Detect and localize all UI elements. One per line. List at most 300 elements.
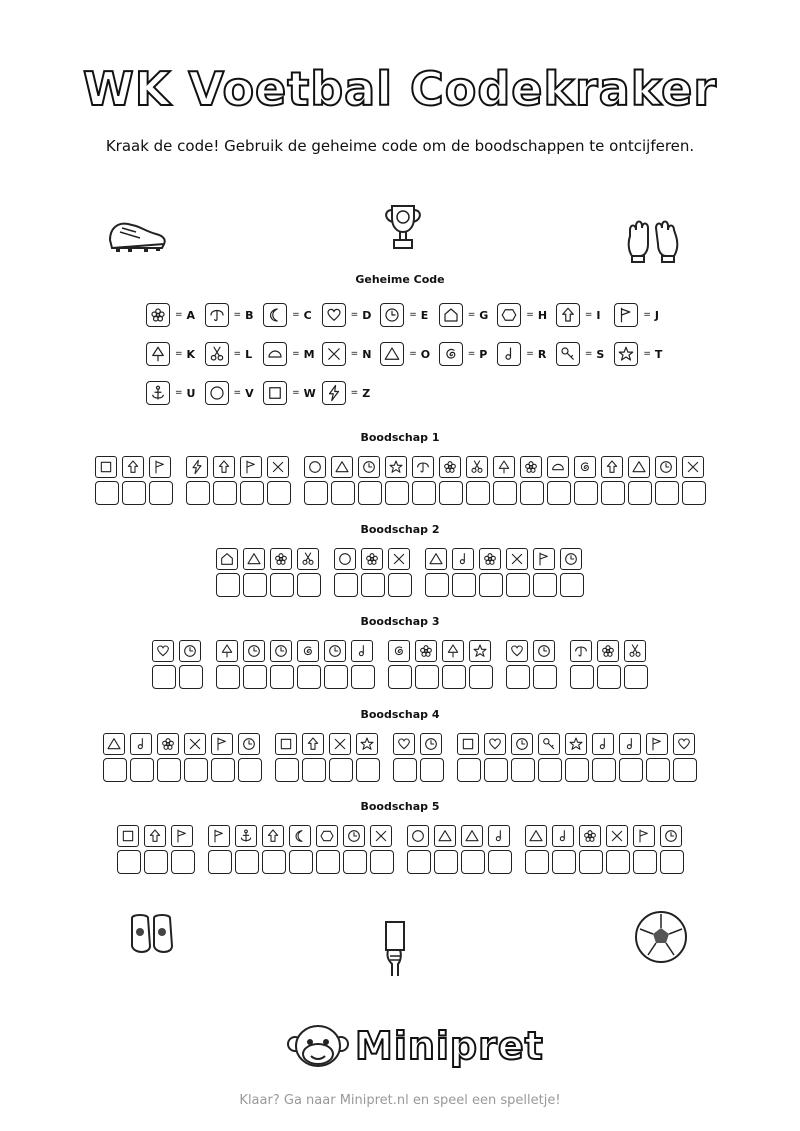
message-word	[216, 640, 375, 689]
answer-box[interactable]	[385, 481, 409, 505]
answer-box[interactable]	[660, 850, 684, 874]
answer-box[interactable]	[673, 758, 697, 782]
key-item	[614, 342, 669, 366]
answer-box[interactable]	[149, 481, 173, 505]
flower-icon	[157, 733, 179, 755]
answer-box[interactable]	[624, 665, 648, 689]
answer-box[interactable]	[304, 481, 328, 505]
clock-icon	[560, 548, 582, 570]
key-letter: W	[303, 386, 316, 400]
answer-box[interactable]	[361, 573, 385, 597]
answer-box[interactable]	[267, 481, 291, 505]
arrow-icon	[302, 733, 324, 755]
football-boot-icon	[106, 216, 168, 256]
star-icon	[356, 733, 378, 755]
clock-icon	[655, 456, 677, 478]
flag-icon	[171, 825, 193, 847]
equals-sign: =	[233, 388, 242, 398]
equals-sign: =	[467, 310, 476, 320]
key-item	[556, 342, 611, 366]
cross-icon	[184, 733, 206, 755]
equals-sign: =	[233, 349, 242, 359]
answer-box[interactable]	[329, 758, 353, 782]
football-icon	[634, 910, 688, 964]
clock-icon	[238, 733, 260, 755]
heart-icon	[484, 733, 506, 755]
equals-sign: =	[292, 310, 300, 320]
intro-text: Kraak de code! Gebruik de geheime code om de boodschappen te ontcijferen.	[105, 137, 695, 155]
arrow-icon	[144, 825, 166, 847]
key-item	[146, 381, 201, 405]
umbrella-icon	[412, 456, 434, 478]
message-label: Boodschap 2	[360, 523, 440, 536]
answer-box[interactable]	[356, 758, 380, 782]
message-row	[216, 548, 584, 597]
triangle-icon	[525, 825, 547, 847]
key-icon	[556, 342, 580, 366]
message-word	[216, 548, 321, 597]
key-item	[380, 342, 435, 366]
spiral-icon	[439, 342, 463, 366]
circle-icon	[205, 381, 229, 405]
hexagon-icon	[497, 303, 521, 327]
answer-box[interactable]	[682, 481, 706, 505]
message-word	[407, 825, 512, 874]
flower-icon	[579, 825, 601, 847]
key-icon	[538, 733, 560, 755]
message-word	[388, 640, 493, 689]
key-letter: V	[245, 386, 254, 400]
message-word	[570, 640, 648, 689]
key-letter: B	[245, 308, 254, 322]
answer-box[interactable]	[461, 850, 485, 874]
square-icon	[263, 381, 287, 405]
answer-box[interactable]	[565, 758, 589, 782]
clock-icon	[324, 640, 346, 662]
heart-icon	[393, 733, 415, 755]
answer-box[interactable]	[334, 573, 358, 597]
answer-box[interactable]	[547, 481, 571, 505]
key-item	[205, 342, 260, 366]
key-row	[146, 381, 380, 405]
equals-sign: =	[350, 388, 359, 398]
answer-box[interactable]	[289, 850, 313, 874]
answer-box[interactable]	[493, 481, 517, 505]
scissors-icon	[297, 548, 319, 570]
answer-box[interactable]	[297, 573, 321, 597]
tree-icon	[216, 640, 238, 662]
key-item	[146, 303, 201, 327]
spiral-icon	[388, 640, 410, 662]
answer-box[interactable]	[238, 758, 262, 782]
answer-box[interactable]	[316, 850, 340, 874]
answer-box[interactable]	[533, 665, 557, 689]
answer-box[interactable]	[570, 665, 594, 689]
clock-icon	[533, 640, 555, 662]
square-icon	[457, 733, 479, 755]
answer-box[interactable]	[297, 665, 321, 689]
triangle-icon	[380, 342, 404, 366]
flower-icon	[270, 548, 292, 570]
answer-box[interactable]	[331, 481, 355, 505]
message-row	[117, 825, 684, 874]
message-label: Boodschap 1	[360, 431, 440, 444]
monkey-icon	[287, 1020, 349, 1072]
answer-box[interactable]	[552, 850, 576, 874]
answer-box[interactable]	[184, 758, 208, 782]
equals-sign: =	[175, 310, 183, 320]
answer-box[interactable]	[601, 481, 625, 505]
equals-sign: =	[175, 349, 183, 359]
message-word	[425, 548, 584, 597]
flag-icon	[211, 733, 233, 755]
equals-sign: =	[350, 310, 359, 320]
note-icon	[619, 733, 641, 755]
key-letter: K	[186, 347, 196, 361]
goalkeeper-gloves-icon	[624, 216, 682, 266]
flower-icon	[415, 640, 437, 662]
heart-icon	[322, 303, 346, 327]
equals-sign: =	[292, 388, 300, 398]
spiral-icon	[574, 456, 596, 478]
answer-box[interactable]	[597, 665, 621, 689]
message-word	[334, 548, 412, 597]
answer-box[interactable]	[442, 665, 466, 689]
key-item	[263, 381, 318, 405]
tree-icon	[493, 456, 515, 478]
arrow-icon	[601, 456, 623, 478]
answer-box[interactable]	[520, 481, 544, 505]
cross-icon	[267, 456, 289, 478]
answer-box[interactable]	[412, 481, 436, 505]
answer-box[interactable]	[157, 758, 181, 782]
answer-box[interactable]	[95, 481, 119, 505]
answer-box[interactable]	[262, 850, 286, 874]
square-icon	[117, 825, 139, 847]
equals-sign: =	[526, 349, 534, 359]
flag-icon	[646, 733, 668, 755]
key-letter: L	[245, 347, 253, 361]
flag-icon	[240, 456, 262, 478]
flower-icon	[439, 456, 461, 478]
answer-box[interactable]	[655, 481, 679, 505]
clock-icon	[358, 456, 380, 478]
answer-box[interactable]	[216, 665, 240, 689]
answer-box[interactable]	[388, 665, 412, 689]
footer-text: Klaar? Ga naar Minipret.nl en speel een spelletje!	[239, 1093, 561, 1108]
key-letter: J	[654, 308, 660, 322]
answer-box[interactable]	[216, 573, 240, 597]
key-item	[146, 342, 201, 366]
answer-box[interactable]	[415, 665, 439, 689]
square-icon	[95, 456, 117, 478]
key-item	[497, 342, 552, 366]
answer-box[interactable]	[243, 665, 267, 689]
key-row	[146, 342, 673, 366]
answer-box[interactable]	[420, 758, 444, 782]
answer-box[interactable]	[506, 573, 530, 597]
key-item	[205, 303, 260, 327]
answer-box[interactable]	[103, 758, 127, 782]
cross-icon	[370, 825, 392, 847]
answer-box[interactable]	[579, 850, 603, 874]
star-icon	[565, 733, 587, 755]
answer-box[interactable]	[574, 481, 598, 505]
answer-box[interactable]	[243, 573, 267, 597]
key-item	[322, 303, 377, 327]
answer-box[interactable]	[628, 481, 652, 505]
answer-box[interactable]	[270, 665, 294, 689]
answer-box[interactable]	[208, 850, 232, 874]
key-item	[497, 303, 552, 327]
answer-box[interactable]	[434, 850, 458, 874]
key-letter: N	[362, 347, 372, 361]
clock-icon	[511, 733, 533, 755]
message-label: Boodschap 3	[360, 615, 440, 628]
answer-box[interactable]	[439, 481, 463, 505]
message-word	[103, 733, 262, 782]
scissors-icon	[205, 342, 229, 366]
key-item	[439, 303, 494, 327]
answer-box[interactable]	[484, 758, 508, 782]
answer-box[interactable]	[525, 850, 549, 874]
square-icon	[275, 733, 297, 755]
answer-box[interactable]	[122, 481, 146, 505]
equals-sign: =	[233, 310, 242, 320]
flag-icon	[633, 825, 655, 847]
moon-icon	[289, 825, 311, 847]
message-row	[152, 640, 648, 689]
note-icon	[452, 548, 474, 570]
triangle-icon	[628, 456, 650, 478]
answer-box[interactable]	[506, 665, 530, 689]
message-word	[117, 825, 195, 874]
key-letter: I	[596, 308, 601, 322]
anchor-icon	[146, 381, 170, 405]
star-icon	[385, 456, 407, 478]
answer-box[interactable]	[152, 665, 176, 689]
message-word	[393, 733, 444, 782]
equals-sign: =	[175, 388, 183, 398]
message-word	[95, 456, 173, 505]
note-icon	[552, 825, 574, 847]
key-title: Geheime Code	[355, 273, 445, 286]
message-label: Boodschap 5	[360, 800, 440, 813]
flag-icon	[533, 548, 555, 570]
triangle-icon	[425, 548, 447, 570]
key-letter: A	[186, 308, 196, 322]
answer-box[interactable]	[619, 758, 643, 782]
message-word	[186, 456, 291, 505]
note-icon	[351, 640, 373, 662]
red-card-icon	[380, 920, 410, 978]
answer-box[interactable]	[351, 665, 375, 689]
answer-box[interactable]	[479, 573, 503, 597]
house-icon	[439, 303, 463, 327]
answer-box[interactable]	[171, 850, 195, 874]
answer-box[interactable]	[213, 481, 237, 505]
answer-box[interactable]	[633, 850, 657, 874]
answer-box[interactable]	[370, 850, 394, 874]
arrow-icon	[122, 456, 144, 478]
key-item	[205, 381, 260, 405]
answer-box[interactable]	[646, 758, 670, 782]
key-letter: R	[537, 347, 547, 361]
equals-sign: =	[409, 349, 417, 359]
triangle-icon	[434, 825, 456, 847]
scissors-icon	[624, 640, 646, 662]
umbrella-icon	[205, 303, 229, 327]
cross-icon	[606, 825, 628, 847]
bolt-icon	[186, 456, 208, 478]
answer-box[interactable]	[538, 758, 562, 782]
answer-box[interactable]	[130, 758, 154, 782]
answer-box[interactable]	[533, 573, 557, 597]
key-item	[322, 381, 377, 405]
arrow-icon	[556, 303, 580, 327]
note-icon	[592, 733, 614, 755]
note-icon	[497, 342, 521, 366]
answer-box[interactable]	[179, 665, 203, 689]
key-item	[439, 342, 494, 366]
tree-icon	[146, 342, 170, 366]
clock-icon	[380, 303, 404, 327]
scissors-icon	[466, 456, 488, 478]
cloud-icon	[263, 342, 287, 366]
circle-icon	[334, 548, 356, 570]
key-letter: M	[303, 347, 315, 361]
answer-box[interactable]	[457, 758, 481, 782]
answer-box[interactable]	[511, 758, 535, 782]
equals-sign: =	[350, 349, 359, 359]
star-icon	[469, 640, 491, 662]
key-letter: P	[479, 347, 488, 361]
message-label: Boodschap 4	[360, 708, 440, 721]
hexagon-icon	[316, 825, 338, 847]
answer-box[interactable]	[560, 573, 584, 597]
heart-icon	[506, 640, 528, 662]
message-word	[525, 825, 684, 874]
clock-icon	[660, 825, 682, 847]
message-word	[506, 640, 557, 689]
key-letter: U	[186, 386, 196, 400]
answer-box[interactable]	[452, 573, 476, 597]
answer-box[interactable]	[469, 665, 493, 689]
heart-icon	[152, 640, 174, 662]
minipret-logo	[287, 1020, 544, 1072]
flower-icon	[361, 548, 383, 570]
equals-sign: =	[584, 349, 593, 359]
answer-box[interactable]	[388, 573, 412, 597]
equals-sign: =	[292, 349, 300, 359]
note-icon	[130, 733, 152, 755]
answer-box[interactable]	[235, 850, 259, 874]
star-icon	[614, 342, 638, 366]
cross-icon	[329, 733, 351, 755]
answer-box[interactable]	[270, 573, 294, 597]
answer-box[interactable]	[275, 758, 299, 782]
answer-box[interactable]	[117, 850, 141, 874]
key-item	[556, 303, 611, 327]
key-letter: H	[537, 308, 548, 322]
flower-icon	[597, 640, 619, 662]
flower-icon	[520, 456, 542, 478]
flag-icon	[208, 825, 230, 847]
answer-box[interactable]	[488, 850, 512, 874]
message-word	[304, 456, 706, 505]
cross-icon	[322, 342, 346, 366]
equals-sign: =	[467, 349, 476, 359]
triangle-icon	[103, 733, 125, 755]
cloud-icon	[547, 456, 569, 478]
equals-sign: =	[409, 310, 417, 320]
answer-box[interactable]	[606, 850, 630, 874]
logo-text: Minipret	[355, 1024, 544, 1068]
key-letter: Z	[362, 386, 371, 400]
answer-box[interactable]	[466, 481, 490, 505]
circle-icon	[407, 825, 429, 847]
answer-box[interactable]	[425, 573, 449, 597]
cross-icon	[388, 548, 410, 570]
message-word	[275, 733, 380, 782]
answer-box[interactable]	[186, 481, 210, 505]
clock-icon	[179, 640, 201, 662]
answer-box[interactable]	[393, 758, 417, 782]
triangle-icon	[243, 548, 265, 570]
key-letter: T	[654, 347, 663, 361]
key-letter: C	[303, 308, 312, 322]
flower-icon	[479, 548, 501, 570]
umbrella-icon	[570, 640, 592, 662]
key-row	[146, 303, 673, 327]
clock-icon	[343, 825, 365, 847]
anchor-icon	[235, 825, 257, 847]
answer-box[interactable]	[592, 758, 616, 782]
message-row	[95, 456, 706, 505]
arrow-icon	[213, 456, 235, 478]
answer-box[interactable]	[358, 481, 382, 505]
answer-box[interactable]	[343, 850, 367, 874]
page-title: WK Voetbal Codekraker	[82, 62, 718, 116]
house-icon	[216, 548, 238, 570]
message-word	[208, 825, 394, 874]
triangle-icon	[331, 456, 353, 478]
cross-icon	[682, 456, 704, 478]
bolt-icon	[322, 381, 346, 405]
heart-icon	[673, 733, 695, 755]
key-letter: G	[479, 308, 489, 322]
key-letter: E	[420, 308, 429, 322]
trophy-icon	[380, 202, 426, 254]
answer-box[interactable]	[211, 758, 235, 782]
equals-sign: =	[526, 310, 534, 320]
key-letter: D	[362, 308, 372, 322]
answer-box[interactable]	[324, 665, 348, 689]
shin-guards-icon	[128, 912, 176, 956]
answer-box[interactable]	[240, 481, 264, 505]
circle-icon	[304, 456, 326, 478]
spiral-icon	[297, 640, 319, 662]
tree-icon	[442, 640, 464, 662]
equals-sign: =	[643, 349, 651, 359]
answer-box[interactable]	[407, 850, 431, 874]
note-icon	[488, 825, 510, 847]
answer-box[interactable]	[302, 758, 326, 782]
clock-icon	[420, 733, 442, 755]
flag-icon	[149, 456, 171, 478]
equals-sign: =	[643, 310, 651, 320]
answer-box[interactable]	[144, 850, 168, 874]
